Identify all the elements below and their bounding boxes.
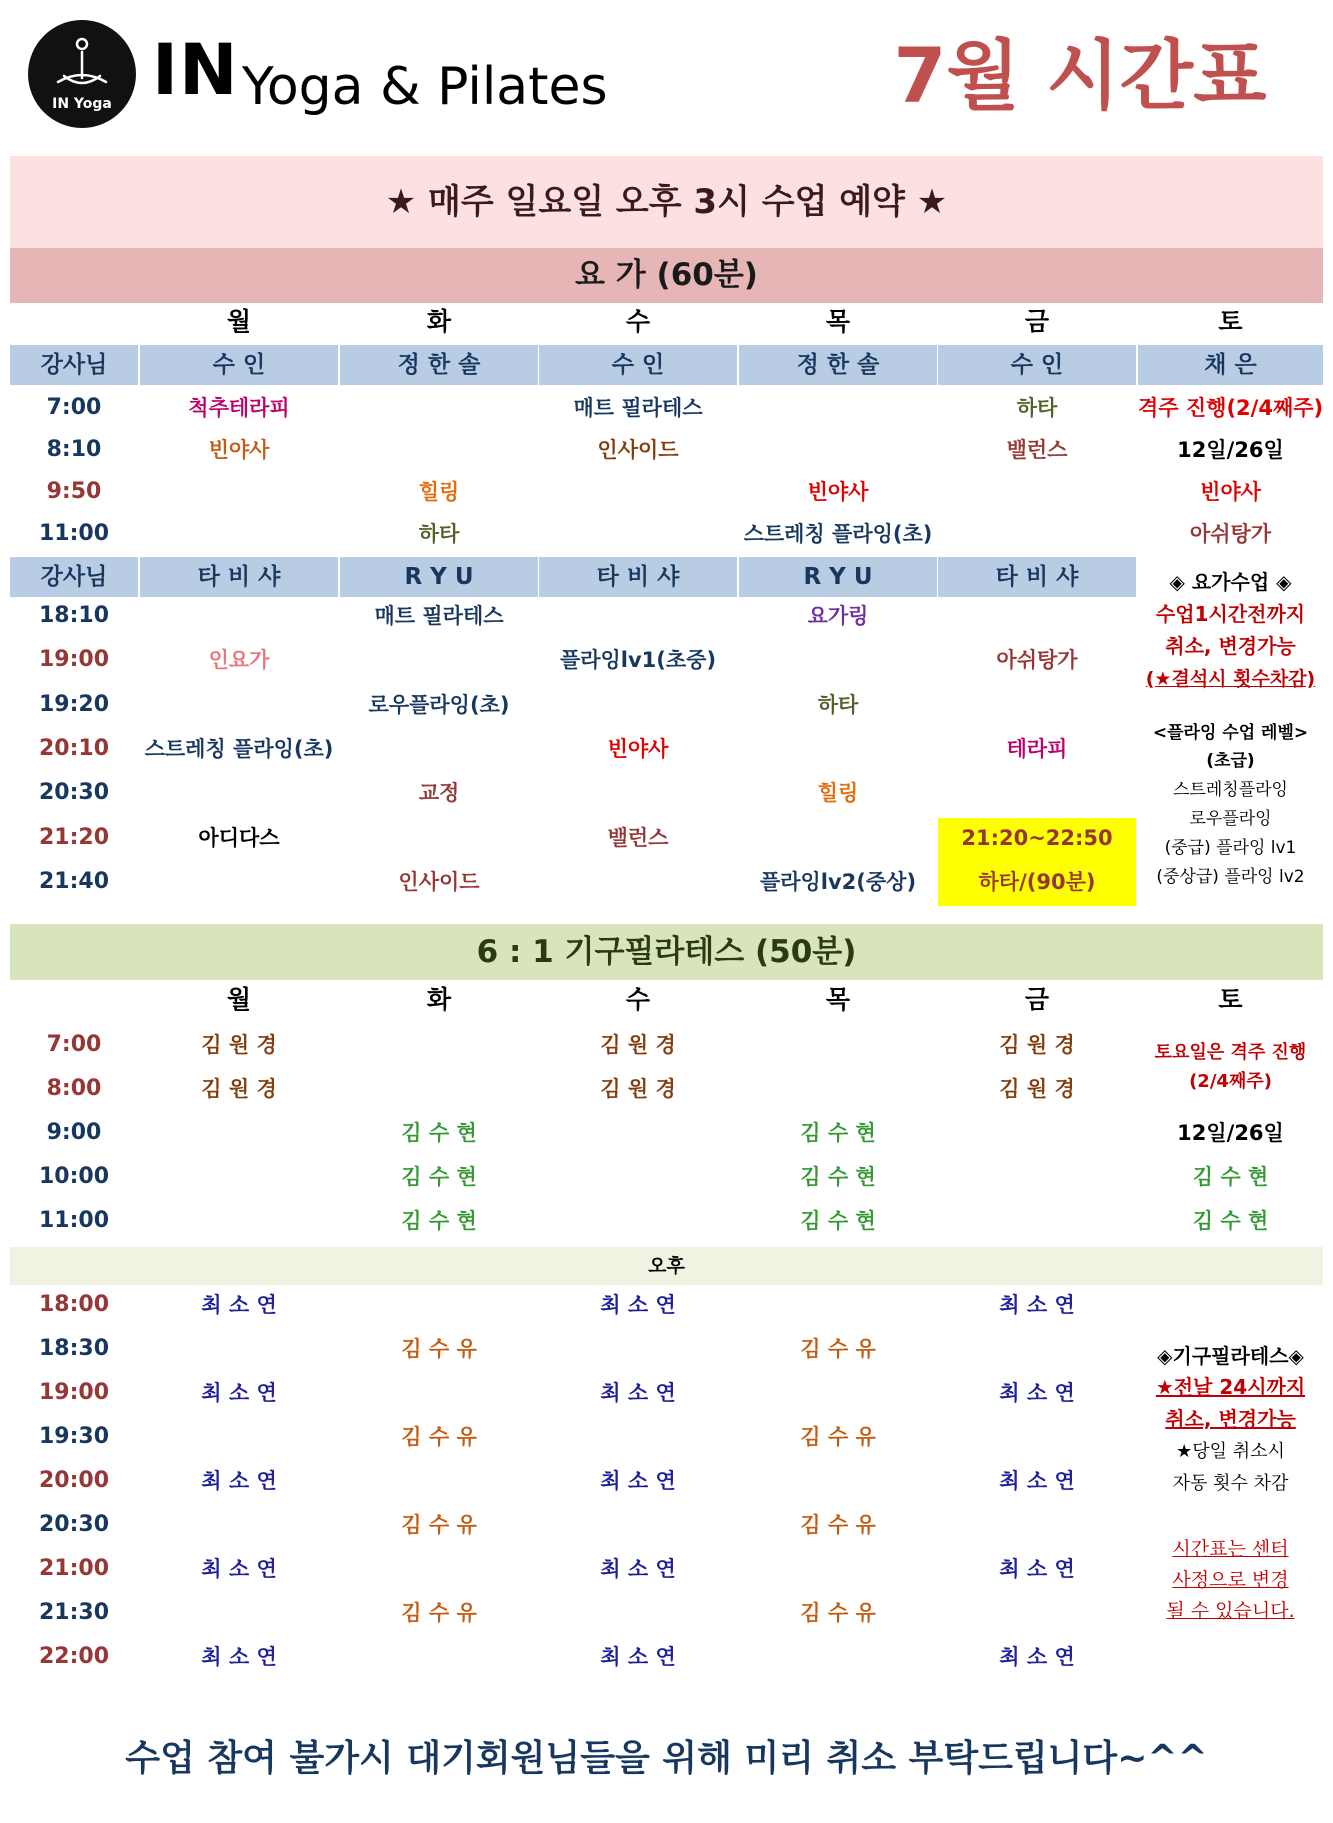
- instructor-slot: 김 수 유: [800, 1337, 876, 1361]
- class-cell: 인사이드: [398, 870, 480, 894]
- instructor-slot: 김 수 유: [401, 1425, 477, 1449]
- pilates-policy-line: 취소, 변경가능: [1165, 1407, 1296, 1431]
- schedule-change-note: 될 수 있습니다.: [1166, 1600, 1295, 1622]
- pilates-section-title: 6 : 1 기구필라테스 (50분): [10, 924, 1323, 980]
- time-label: 22:00: [38, 1644, 110, 1669]
- time-label: 20:30: [38, 1512, 110, 1537]
- class-cell: 플라잉lv1(초중): [559, 648, 717, 672]
- class-cell: 테라피: [1006, 737, 1068, 761]
- class-cell: 스트레칭 플라잉(초): [743, 522, 933, 546]
- class-cell: 힐링: [418, 480, 460, 504]
- logo-mark: [28, 20, 136, 128]
- instructor-slot: 김 원 경: [201, 1077, 277, 1101]
- flying-level-title: <플라잉 수업 레벨>: [1152, 723, 1309, 743]
- class-cell: 빈야사: [1200, 480, 1261, 504]
- yoga-day-thu: 목: [825, 307, 851, 336]
- instructor-cell: 수 인: [539, 345, 737, 385]
- class-cell: 인사이드: [597, 438, 679, 462]
- time-label: 20:10: [38, 736, 110, 761]
- class-cell: 매트 필라테스: [374, 604, 504, 628]
- class-cell: 척추테라피: [188, 396, 290, 420]
- class-cell: 하타: [817, 693, 859, 717]
- instructor-slot: 김 수 유: [401, 1601, 477, 1625]
- instructor-slot: 최 소 연: [600, 1469, 676, 1493]
- yoga-section-title: 요 가 (60분): [10, 248, 1323, 303]
- instructor-slot: 김 수 현: [800, 1209, 876, 1233]
- time-label: 18:30: [38, 1336, 110, 1361]
- instructor-cell: 타 비 샤: [539, 557, 737, 597]
- time-label: 21:30: [38, 1600, 110, 1625]
- instructor-slot: 최 소 연: [201, 1557, 277, 1581]
- instructor-slot: 김 수 유: [401, 1337, 477, 1361]
- schedule-change-note: 시간표는 센터: [1172, 1538, 1289, 1560]
- yoga-day-mon: 월: [226, 307, 252, 336]
- class-cell: 빈야사: [807, 480, 869, 504]
- time-label: 8:10: [46, 437, 102, 462]
- instructor-slot: 최 소 연: [600, 1557, 676, 1581]
- saturday-note: (2/4째주): [1189, 1071, 1272, 1092]
- flying-level-line: (중급) 플라잉 lv1: [1164, 838, 1297, 858]
- time-label: 9:50: [46, 479, 102, 504]
- instructor-slot: 김 원 경: [999, 1033, 1075, 1057]
- yoga-day-tue: 화: [426, 307, 452, 336]
- yoga-day-fri: 금: [1024, 307, 1050, 336]
- time-label: 21:40: [38, 869, 110, 894]
- pilates-day-mon: 월: [226, 985, 252, 1014]
- time-label: 18:00: [38, 1292, 110, 1317]
- class-cell: 인요가: [208, 648, 270, 672]
- pilates-day-thu: 목: [825, 985, 851, 1014]
- instructor-slot: 김 수 현: [800, 1165, 876, 1189]
- instructor-slot: 김 수 현: [401, 1121, 477, 1145]
- class-cell: 하타: [418, 522, 460, 546]
- time-label: 8:00: [46, 1076, 102, 1101]
- class-cell: 12일/26일: [1177, 438, 1284, 462]
- instructor-slot: 김 수 현: [401, 1165, 477, 1189]
- pilates-policy-line: ★당일 취소시: [1176, 1441, 1285, 1462]
- time-label: 20:30: [38, 780, 110, 805]
- instructor-slot: 김 원 경: [600, 1033, 676, 1057]
- flying-level-line: (중상급) 플라잉 lv2: [1156, 867, 1305, 887]
- class-cell: 격주 진행(2/4째주): [1138, 396, 1324, 420]
- class-cell: 교정: [418, 781, 460, 805]
- pilates-day-wed: 수: [625, 985, 651, 1014]
- pilates-policy-title: ◈기구필라테스◈: [1157, 1344, 1304, 1368]
- instructor-slot: 김 수 유: [800, 1601, 876, 1625]
- instructor-slot: 김 수 유: [800, 1513, 876, 1537]
- class-cell: 하타/(90분): [978, 870, 1096, 894]
- instructor-cell: 수 인: [938, 345, 1136, 385]
- instructor-slot: 최 소 연: [999, 1557, 1075, 1581]
- class-cell: 21:20~22:50: [961, 826, 1113, 850]
- pilates-day-fri: 금: [1024, 985, 1050, 1014]
- reservation-banner: ★ 매주 일요일 오후 3시 수업 예약 ★: [10, 156, 1323, 248]
- class-cell: 아쉬탕가: [996, 648, 1078, 672]
- class-cell: 아쉬탕가: [1189, 522, 1272, 546]
- instructor-slot: 최 소 연: [201, 1645, 277, 1669]
- flying-level-line: (초급): [1206, 751, 1255, 771]
- instructor-label: 강사님: [10, 557, 138, 597]
- class-cell: 스트레칭 플라잉(초): [144, 737, 334, 761]
- class-cell: 빈야사: [607, 737, 669, 761]
- class-cell: 플라잉lv2(중상): [759, 870, 917, 894]
- class-cell: 밸런스: [607, 826, 669, 850]
- instructor-cell: 채 은: [1138, 345, 1323, 385]
- instructor-slot: 최 소 연: [999, 1469, 1075, 1493]
- class-cell: 로우플라잉(초): [368, 693, 510, 717]
- time-label: 7:00: [46, 1032, 102, 1057]
- instructor-slot: 김 수 유: [800, 1425, 876, 1449]
- instructor-slot: 김 수 유: [401, 1513, 477, 1537]
- time-label: 11:00: [38, 1208, 110, 1233]
- instructor-cell: 정 한 솔: [739, 345, 937, 385]
- yoga-policy-title: ◈ 요가수업 ◈: [1169, 570, 1292, 594]
- flying-level-line: 로우플라잉: [1189, 809, 1272, 829]
- instructor-cell: 타 비 샤: [140, 557, 338, 597]
- time-label: 19:00: [38, 1380, 110, 1405]
- instructor-slot: 최 소 연: [201, 1293, 277, 1317]
- logo-in: IN: [152, 29, 239, 111]
- instructor-slot: 최 소 연: [201, 1381, 277, 1405]
- flying-level-line: 스트레칭플라잉: [1173, 780, 1288, 800]
- yoga-policy-line: 수업1시간전까지: [1155, 602, 1306, 626]
- pilates-policy-line: ★전날 24시까지: [1155, 1375, 1306, 1399]
- time-label: 7:00: [46, 395, 102, 420]
- instructor-slot: 최 소 연: [600, 1293, 676, 1317]
- instructor-slot: 최 소 연: [600, 1381, 676, 1405]
- yoga-policy-line: (★결석시 횟수차감): [1145, 668, 1316, 690]
- time-label: 11:00: [38, 521, 110, 546]
- instructor-cell: 수 인: [140, 345, 338, 385]
- logo-mark-text: IN Yoga: [52, 96, 112, 112]
- cancellation-footer: 수업 참여 불가시 대기회원님들을 위해 미리 취소 부탁드립니다~^^: [125, 1738, 1208, 1779]
- instructor-slot: 김 수 현: [1192, 1165, 1269, 1189]
- instructor-slot: 최 소 연: [999, 1381, 1075, 1405]
- time-label: 19:30: [38, 1424, 110, 1449]
- instructor-slot: 김 수 현: [1192, 1209, 1269, 1233]
- instructor-cell: 타 비 샤: [938, 557, 1136, 597]
- instructor-slot: 김 수 현: [800, 1121, 876, 1145]
- class-cell: 요가링: [807, 604, 869, 628]
- instructor-slot: 12일/26일: [1177, 1121, 1284, 1145]
- time-label: 10:00: [38, 1164, 110, 1189]
- instructor-slot: 최 소 연: [600, 1645, 676, 1669]
- class-cell: 밸런스: [1006, 438, 1068, 462]
- afternoon-divider: 오후: [10, 1247, 1323, 1285]
- yoga-policy-line: 취소, 변경가능: [1165, 634, 1296, 658]
- instructor-cell: 정 한 솔: [340, 345, 538, 385]
- pilates-day-tue: 화: [426, 985, 452, 1014]
- yoga-day-sat: 토: [1218, 307, 1243, 336]
- time-label: 19:20: [38, 692, 110, 717]
- pilates-day-sat: 토: [1218, 985, 1243, 1014]
- class-cell: 힐링: [817, 781, 859, 805]
- instructor-slot: 최 소 연: [999, 1293, 1075, 1317]
- class-cell: 아디다스: [198, 826, 280, 850]
- time-label: 9:00: [46, 1120, 102, 1145]
- class-cell: 빈야사: [208, 438, 270, 462]
- instructor-slot: 최 소 연: [201, 1469, 277, 1493]
- instructor-slot: 김 원 경: [999, 1077, 1075, 1101]
- yoga-day-wed: 수: [625, 307, 651, 336]
- instructor-slot: 김 원 경: [600, 1077, 676, 1101]
- time-label: 21:20: [38, 825, 110, 850]
- time-label: 21:00: [38, 1556, 110, 1581]
- time-label: 18:10: [38, 603, 110, 628]
- saturday-note: 토요일은 격주 진행: [1154, 1042, 1307, 1063]
- page-title: 7월 시간표: [893, 31, 1267, 120]
- instructor-slot: 김 원 경: [201, 1033, 277, 1057]
- class-cell: 매트 필라테스: [573, 396, 703, 420]
- instructor-label: 강사님: [10, 345, 138, 385]
- class-cell: 하타: [1016, 396, 1058, 420]
- instructor-cell: R Y U: [739, 557, 937, 597]
- instructor-slot: 김 수 현: [401, 1209, 477, 1233]
- time-label: 20:00: [38, 1468, 110, 1493]
- time-label: 19:00: [38, 647, 110, 672]
- instructor-cell: R Y U: [340, 557, 538, 597]
- pilates-policy-line: 자동 횟수 차감: [1172, 1473, 1289, 1494]
- logo-title: Yoga & Pilates: [242, 57, 608, 117]
- schedule-change-note: 사정으로 변경: [1172, 1569, 1289, 1591]
- instructor-slot: 최 소 연: [999, 1645, 1075, 1669]
